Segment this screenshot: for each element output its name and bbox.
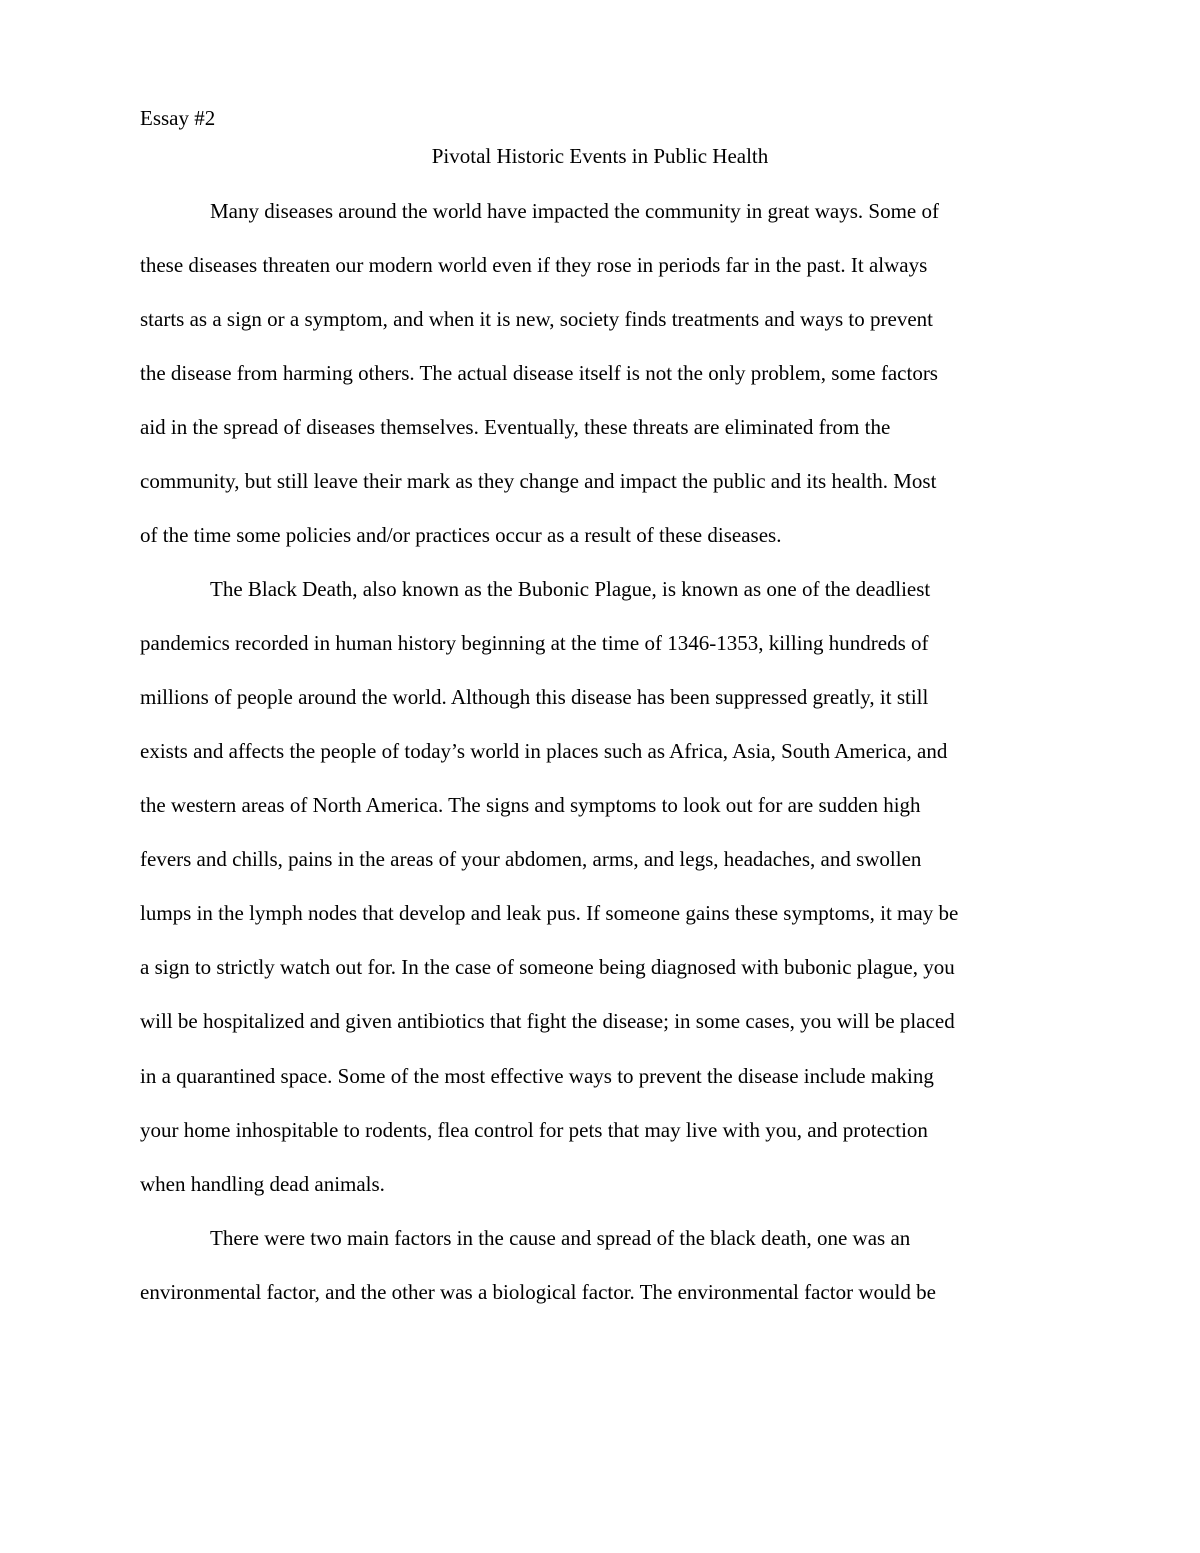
body-line: a sign to strictly watch out for. In the case of someone being diagnosed with bubonic plague, you (140, 955, 955, 979)
body-line: Many diseases around the world have impacted the community in great ways. Some of (210, 199, 939, 223)
body-line: starts as a sign or a symptom, and when it is new, society finds treatments and ways to prevent (140, 307, 933, 331)
essay-label: Essay #2 (140, 106, 216, 130)
body-line: millions of people around the world. Although this disease has been suppressed greatly, it still (140, 685, 929, 709)
body-line: the western areas of North America. The signs and symptoms to look out for are sudden high (140, 793, 921, 817)
body-line: There were two main factors in the cause and spread of the black death, one was an (210, 1226, 911, 1250)
body-line: The Black Death, also known as the Bubonic Plague, is known as one of the deadliest (210, 577, 931, 601)
body-line: exists and affects the people of today’s world in places such as Africa, Asia, South America, and (140, 739, 948, 763)
body-line: of the time some policies and/or practices occur as a result of these diseases. (140, 523, 782, 547)
body-line: lumps in the lymph nodes that develop and leak pus. If someone gains these symptoms, it may be (140, 901, 959, 925)
essay-title: Pivotal Historic Events in Public Health (431, 144, 769, 168)
body-line: when handling dead animals. (140, 1172, 385, 1196)
body-line: pandemics recorded in human history beginning at the time of 1346-1353, killing hundreds of (140, 631, 929, 655)
body-line: aid in the spread of diseases themselves. Eventually, these threats are eliminated from the (140, 415, 891, 439)
body-line: these diseases threaten our modern world even if they rose in periods far in the past. It always (140, 253, 928, 277)
body-line: will be hospitalized and given antibiotics that fight the disease; in some cases, you will be placed (140, 1009, 955, 1033)
body-line: in a quarantined space. Some of the most effective ways to prevent the disease include making (140, 1064, 934, 1088)
body-line: environmental factor, and the other was a biological factor. The environmental factor would be (140, 1280, 936, 1304)
body-line: your home inhospitable to rodents, flea control for pets that may live with you, and protection (140, 1118, 928, 1142)
body-line: the disease from harming others. The actual disease itself is not the only problem, some factors (140, 361, 938, 385)
body-line: fevers and chills, pains in the areas of your abdomen, arms, and legs, headaches, and swollen (140, 847, 922, 871)
body-line: community, but still leave their mark as they change and impact the public and its health. Most (140, 469, 937, 493)
